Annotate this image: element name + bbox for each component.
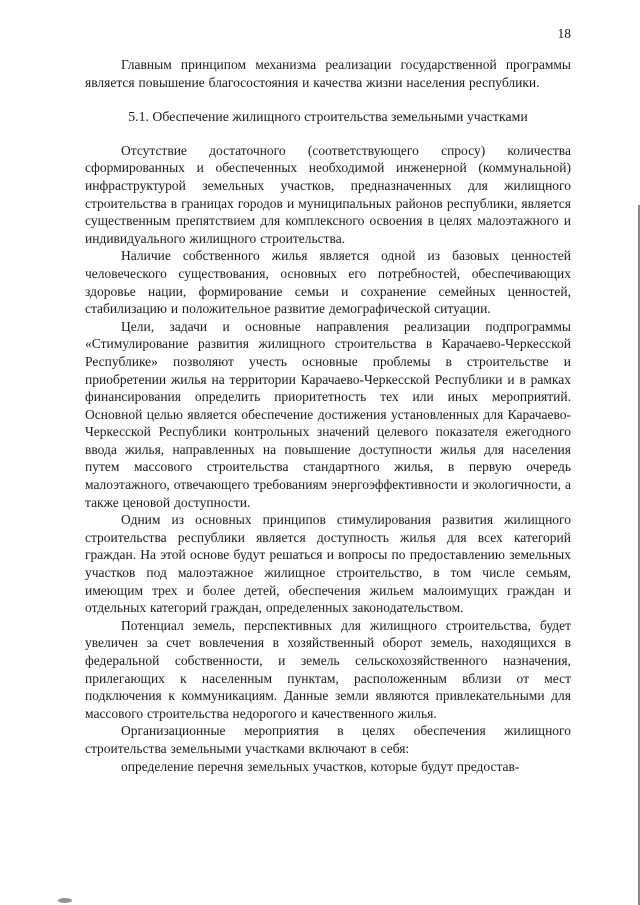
paragraph: Одним из основных принципов стимулирования развития жилищного строительства республики является доступность жилья для всех категорий граждан. На этой основе будут решаться и вопросы по предоставлению земельных участков под малоэтажное жилищное строительство, в том числе семьям, имеющим трех и более детей, обеспечения жильем малоимущих граждан и отдельных категорий граждан, определенных законодательством.: [85, 512, 571, 616]
section-heading: 5.1. Обеспечение жилищного строительства земельными участками: [128, 109, 528, 125]
page-number: 18: [557, 26, 571, 41]
paragraph: Цели, задачи и основные направления реализации подпрограммы «Стимулирование развития жилищного строительства в Карачаево-Черкесской Республике» позволяют учесть основные проблемы в строительстве и приобретении жилья на территории Карачаево-Черкесской Республики и в рамках финансирования определить приоритетность тех или иных мероприятий. Основной целью является обеспечение достижения установленных для Карачаево-Черкесской Республики контрольных значений целевого показателя ежегодного ввода жилья, направленных на повышение доступности жилья для населения путем массового строительства стандартного жилья, в первую очередь малоэтажного, отвечающего требованиям энергоэффективности и экологичности, а также ценовой доступности.: [85, 318, 571, 510]
text-block: [85, 26, 571, 775]
scan-artifact-bottom-speck: [58, 898, 72, 903]
paragraph: Наличие собственного жилья является одной из базовых ценностей человеческого существования, основных его потребностей, обеспечивающих здоровье нации, формирование семьи и сохранение семейных ценностей, стабилизацию и положительное развитие демографической ситуации.: [85, 248, 571, 317]
paragraph: определение перечня земельных участков, которые будут предостав-: [121, 758, 520, 774]
paragraph: Организационные мероприятия в целях обеспечения жилищного строительства земельными участками включают в себя:: [85, 723, 571, 756]
paragraph: Отсутствие достаточного (соответствующего спросу) количества сформированных и обеспеченных необходимой инженерной (коммунальной) инфраструктурой земельных участков, предназначенных для жилищного строительства в границах городов и муниципальных районов республики, является существенным препятствием для комплексного освоения в целях малоэтажного и индивидуального жилищного строительства.: [85, 142, 571, 246]
intro-paragraph: Главным принципом механизма реализации государственной программы является повышение благосостояния и качества жизни населения республики.: [85, 57, 571, 90]
paragraph: Потенциал земель, перспективных для жилищного строительства, будет увеличен за счет вовлечения в хозяйственный оборот земель, находящихся в федеральной собственности, и земель сельскохозяйственного назначения, прилегающих к населенным пунктам, расположенным вблизи от мест подключения к коммуникациям. Данные земли являются привлекательными для массового строительства недорогого и качественного жилья.: [85, 617, 571, 721]
